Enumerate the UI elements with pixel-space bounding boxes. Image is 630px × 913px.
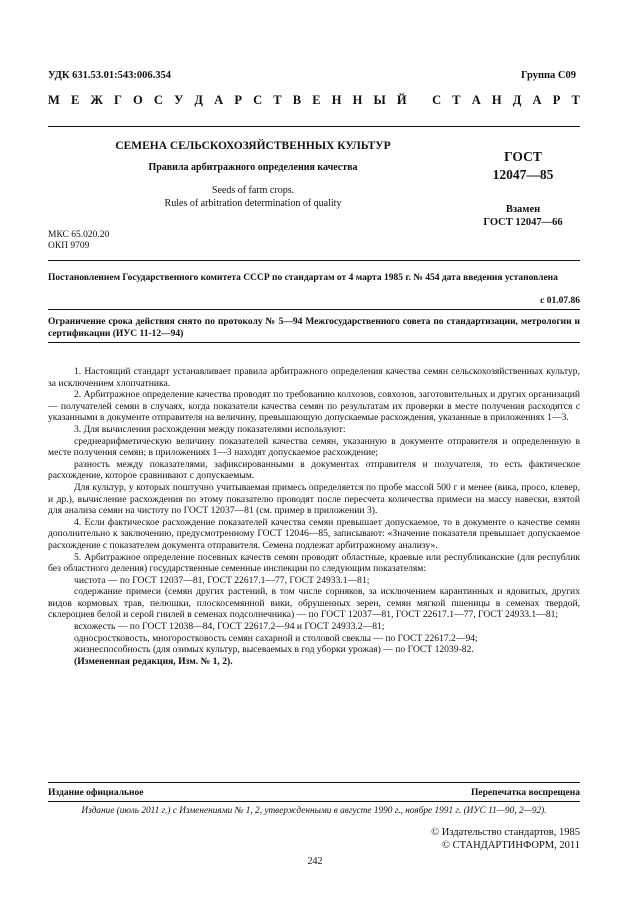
heading-letter: С bbox=[153, 93, 163, 107]
paragraph: 4. Если фактическое расхождение показателей качества семян превышает допускаемое, то в документе о качестве семян дополнительно к заключению, предусмотренному ГОСТ 12046—85, записывают: «Значение показателя превышает допускаемое расхождение с показателем документа отправителя. Семена подлежат арбитражному анализу». bbox=[48, 516, 580, 551]
group-code: Группа С09 bbox=[520, 70, 576, 81]
heading-letter: А bbox=[471, 93, 481, 107]
english-title bbox=[48, 184, 458, 210]
heading-letter: Р bbox=[234, 93, 242, 107]
heading-letter: Е bbox=[70, 93, 80, 107]
amendment-note: (Измененная редакция, Изм. № 1, 2). bbox=[74, 655, 233, 667]
standard-type-heading bbox=[48, 93, 580, 108]
heading-letter: Ж bbox=[90, 93, 103, 107]
paragraph: 5. Арбитражное определение посевных качеств семян проводят областные, краевые или республиканские (для республик без областного деления) государственные семенные инспекции по следующим показателям: bbox=[48, 551, 580, 575]
replace-label: Взамен bbox=[505, 204, 541, 215]
divider bbox=[48, 801, 580, 802]
heading-letter: Е bbox=[312, 93, 321, 107]
english-title-line: Rules of arbitration determination of quality bbox=[164, 198, 342, 209]
heading-letter: Т bbox=[273, 93, 282, 107]
introduction-date: с 01.07.86 bbox=[540, 296, 580, 306]
copyright-line: © Издательство стандартов, 1985 bbox=[431, 827, 580, 838]
paragraph: содержание примеси (семян других растений, в том числе сорняков, за исключением карантинных и ядовитых, других видов кормовых трав, пелюшки, плоскосемянной вики, обрушенных зерен, семян мягкой пшеницы в семенах твердой, склероциев белой и серой гнилей в семенах подсолнечника) — по ГОСТ 12037—81, ГОСТ 22617.1—77, ГОСТ 24933.1—81; bbox=[48, 586, 580, 621]
page-number: 242 bbox=[307, 856, 323, 867]
heading-letter: Н bbox=[491, 93, 502, 107]
heading-letter: Н bbox=[352, 93, 363, 107]
gost-designation bbox=[466, 148, 580, 229]
paragraph: 2. Арбитражное определение качества проводят по требованию колхозов, совхозов, заготовительных и других организаций — получателей семян в случаях, когда показатели качества семян по результатам их проверки в месте получения расходятся с указанными в документе отправителя на величину, превышающую допускаемые расхождения, указанные в приложениях 1—3. bbox=[48, 389, 580, 424]
heading-letter: А bbox=[532, 93, 542, 107]
heading-letter: М bbox=[48, 93, 60, 107]
divider bbox=[48, 782, 580, 783]
heading-letter: С bbox=[432, 93, 442, 107]
heading-letter: О bbox=[133, 93, 143, 107]
replace-number: ГОСТ 12047—66 bbox=[483, 217, 563, 228]
classification-codes bbox=[48, 230, 109, 252]
heading-letter: Н bbox=[331, 93, 342, 107]
gost-label: ГОСТ bbox=[504, 149, 542, 164]
divider bbox=[48, 342, 580, 343]
document-subtitle: Правила арбитражного определения качества bbox=[148, 162, 358, 173]
divider bbox=[48, 126, 580, 127]
decree-text: Постановлением Государственного комитета СССР по стандартам от 4 марта 1985 г. № 454 дата введения установлена bbox=[48, 273, 558, 283]
paragraph: 1. Настоящий стандарт устанавливает правила арбитражного определения качества семян сельскохозяйственных культур, за исключением хлопчатника. bbox=[48, 366, 580, 389]
paragraph: всхожесть — по ГОСТ 12038—84, ГОСТ 22617.2—94 и ГОСТ 24933.2—81; bbox=[74, 621, 385, 633]
gost-number: 12047—85 bbox=[492, 167, 554, 182]
heading-letter: Ы bbox=[373, 93, 386, 107]
okp-code: ОКП 9709 bbox=[48, 241, 90, 251]
heading-letter: Т bbox=[571, 93, 580, 107]
paragraph: 3. Для вычисления расхождения между показателями используют: bbox=[74, 423, 346, 435]
reprint-notice: Перепечатка воспрещена bbox=[470, 788, 580, 798]
udk-code: УДК 631.53.01:543:006.354 bbox=[48, 70, 171, 81]
paragraph: Для культур, у которых поштучно учитываемая примесь определяется по пробе массой 500 г и менее (вика, просо, клевер, и др.), вычисление расхождения по этому показателю проводят после пересчета количества примеси на массу навески, взятой для анализа семян на чистоту по ГОСТ 12037—81 (см. пример в приложении 3). bbox=[48, 481, 580, 517]
divider bbox=[48, 309, 580, 310]
heading-letter: Д bbox=[194, 93, 204, 107]
document-body bbox=[48, 366, 580, 667]
heading-letter: У bbox=[174, 93, 184, 107]
paragraph: односростковость, многоростковость семян сахарной и столовой свеклы — по ГОСТ 22617.2—94; bbox=[74, 632, 478, 644]
divider bbox=[48, 260, 580, 261]
official-edition-label: Издание официальное bbox=[48, 788, 144, 798]
paragraph: разность между показателями, зафиксированными в документах отправителя и получателя, то есть фактическое расхождение, которое сравнивают с допускаемым. bbox=[48, 458, 580, 482]
english-title-line: Seeds of farm crops. bbox=[211, 185, 295, 196]
heading-letter: В bbox=[292, 93, 302, 107]
paragraph: чистота — по ГОСТ 12037—81, ГОСТ 22617.1—77, ГОСТ 24933.1—81; bbox=[74, 574, 370, 586]
edition-note: Издание (июль 2011 г.) с Изменениями № 1, 2, утвержденными в августе 1990 г., ноябре 1991 г. (ИУС 11—90, 2—92). bbox=[81, 806, 547, 816]
heading-letter bbox=[418, 93, 421, 108]
title-block bbox=[48, 140, 458, 210]
document-title: СЕМЕНА СЕЛЬСКОХОЗЯЙСТВЕННЫХ КУЛЬТУР bbox=[115, 140, 391, 152]
copyright-block bbox=[431, 826, 580, 852]
heading-letter: А bbox=[214, 93, 224, 107]
heading-letter: Д bbox=[512, 93, 522, 107]
heading-letter: Р bbox=[552, 93, 561, 107]
heading-letter: Й bbox=[396, 93, 407, 107]
heading-letter: Т bbox=[452, 93, 461, 107]
paragraph: среднеарифметическую величину показателей качества семян, указанную в документе отправителя и определенную в месте получения семян; в приложениях 1—3 находят допускаемое расхождение; bbox=[48, 435, 580, 459]
mks-code: МКС 65.020.20 bbox=[48, 230, 110, 240]
heading-letter: Г bbox=[113, 93, 122, 107]
paragraph: жизнеспособность (для озимых культур, высеваемых в год уборки урожая) — по ГОСТ 12039-82. bbox=[74, 644, 474, 656]
limitation-note: Ограничение срока действия снято по протоколу № 5—94 Межгосударственного совета по стандартизации, метрологии и сертификации (ИУС 11-12—94) bbox=[48, 317, 580, 339]
heading-letter: С bbox=[253, 93, 263, 107]
copyright-line: © СТАНДАРТИНФОРМ, 2011 bbox=[442, 840, 580, 851]
